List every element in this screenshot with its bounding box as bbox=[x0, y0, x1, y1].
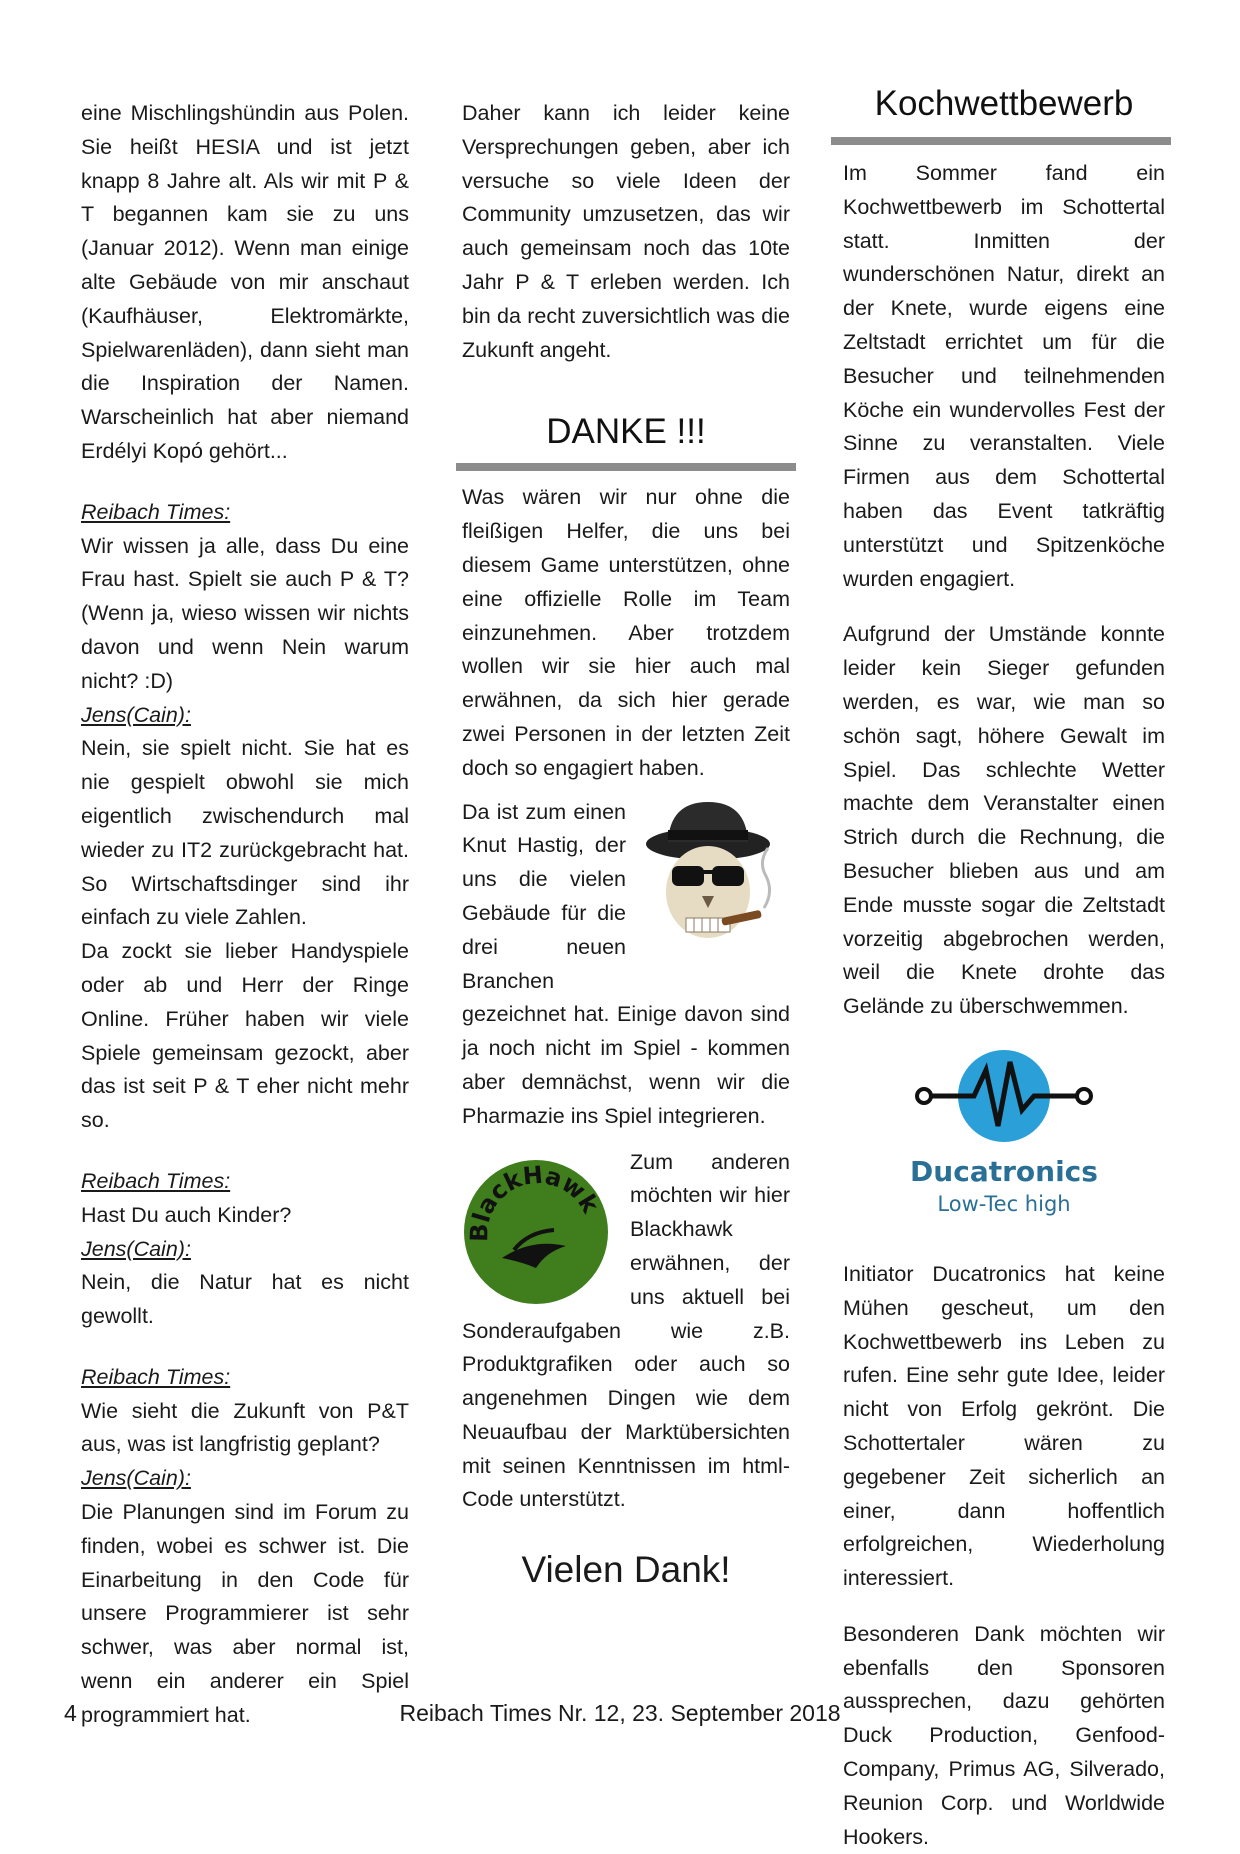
question: Wie sieht die Zukunft von P&T aus, was ist langfristig geplant? bbox=[81, 1398, 409, 1457]
paragraph: Im Sommer fand ein Kochwettbewerb im Schottertal statt. Inmitten der wunderschönen Natur, direkt an der Knete, wurde eigens eine Zeltstadt errichtet um für die Besucher und teilnehmenden Köche ein wundervolles Fest der Sinne zu veranstalten. Viele Firmen aus dem Schottertal haben das Event tatkräftig unterstützt und Spitzenköche wurden engagiert. bbox=[843, 161, 1165, 591]
column-left bbox=[81, 97, 409, 1733]
paragraph: Da ist zum einen Knut Hastig, der uns die vielen Gebäude für die drei neuen Branchen gezeichnet hat. Einige davon sind ja noch nicht im Spiel - kommen aber demnächst, wenn wir die Pharmazie ins Spiel integrieren. bbox=[462, 799, 790, 1128]
paragraph: Daher kann ich leider keine Versprechungen geben, aber ich versuche so viele Ideen der Community umzusetzen, das wir auch gemeinsam noch das 10te Jahr P & T erleben werden. Ich bin da recht zuversichtlich was die Zukunft angeht. bbox=[462, 101, 790, 362]
column-right bbox=[843, 84, 1165, 1854]
paragraph: Was wären wir nur ohne die fleißigen Helfer, die uns bei diesem Game unterstützen, ohne eine offizielle Rolle im Team einzunehmen. Aber trotzdem wollen wir sie hier auch mal erwähnen, da sich hier gerade zwei Personen in der letzten Zeit doch so engagiert haben. bbox=[462, 485, 790, 780]
paragraph: Zum anderen möchten wir hier Blackhawk erwähnen, der uns aktuell bei Sonderaufgaben wie z.B. Produktgrafiken oder auch so angenehmen Dingen wie dem Neuaufbau der Marktübersichten mit seinen Kenntnissen im html-Code unterstützt. bbox=[462, 1149, 790, 1512]
ducatronics-logo bbox=[843, 1048, 1165, 1248]
paragraph: Initiator Ducatronics hat keine Mühen gescheut, um den Kochwettbewerb ins Leben zu rufen. Eine sehr gute Idee, leider nicht von Erfolg gekrönt. Die Schottertaler wären zu gegebener Zeit sicherlich an einer, dann hoffentlich erfolgreichen, Wiederholung interessiert. bbox=[843, 1261, 1165, 1591]
paragraph: Besonderen Dank möchten wir ebenfalls den Sponsoren aussprechen, dazu gehörten Duck Production, Genfood-Company, Primus AG, Silverado, Reunion Corp. und Worldwide Hookers. bbox=[843, 1621, 1165, 1849]
blackhawk-logo bbox=[462, 1150, 612, 1310]
footer-issue: Reibach Times Nr. 12, 23. September 2018 bbox=[399, 1700, 841, 1726]
answer: Nein, sie spielt nicht. Sie hat es nie gespielt obwohl sie mich eigentlich zwischendurch mal wieder zu IT2 zurückgebracht hat. So Wirtschaftsdinger sind ihr einfach zu viele Zahlen. bbox=[81, 736, 409, 930]
heading-rule bbox=[831, 137, 1171, 145]
speaker-label: Jens(Cain): bbox=[81, 1466, 191, 1491]
paragraph: eine Mischlingshündin aus Polen. Sie heißt HESIA und ist jetzt knapp 8 Jahre alt. Als wir mit P & T begannen kam sie zu uns (Januar 2012). Wenn man einige alte Gebäude von mir anschaut (Kaufhäuser, Elektromärkte, Spielwarenläden), dann sieht man die Inspiration der Namen. Warscheinlich hat aber niemand Erdélyi Kopó gehört... bbox=[81, 101, 409, 463]
blackhawk-logo-text: BlackHawk bbox=[465, 1160, 605, 1242]
answer: Da zockt sie lieber Handyspiele oder ab und Herr der Ringe Online. Früher haben wir viele Spiele gemeinsam gezockt, aber das ist seit P & T eher nicht mehr so. bbox=[81, 939, 409, 1133]
section-heading: DANKE !!! bbox=[546, 412, 706, 452]
speaker-label: Jens(Cain): bbox=[81, 1236, 191, 1261]
page-number: 4 bbox=[64, 1700, 77, 1726]
ducatronics-name: Ducatronics bbox=[910, 1154, 1098, 1188]
speaker-label: Jens(Cain): bbox=[81, 702, 191, 727]
ducatronics-tagline: Low-Tec high bbox=[937, 1191, 1071, 1216]
speaker-label: Reibach Times: bbox=[81, 1364, 231, 1389]
question: Hast Du auch Kinder? bbox=[81, 1202, 292, 1227]
section-heading: Kochwettbewerb bbox=[874, 84, 1134, 123]
speaker-label: Reibach Times: bbox=[81, 1168, 231, 1193]
speaker-label: Reibach Times: bbox=[81, 499, 231, 524]
question: Wir wissen ja alle, dass Du eine Frau hast. Spielt sie auch P & T? (Wenn ja, wieso wissen wir nichts davon und wenn Nein warum nicht? :D) bbox=[81, 533, 409, 693]
column-middle bbox=[462, 97, 790, 1591]
heading-rule bbox=[456, 463, 796, 471]
skull-hat-image bbox=[640, 796, 790, 968]
answer: Die Planungen sind im Forum zu finden, wobei es schwer ist. Die Einarbeitung in den Code für unsere Programmierer ist sehr schwer, was aber normal ist, wenn ein anderer ein Spiel programmiert hat. bbox=[81, 1500, 409, 1727]
paragraph: Aufgrund der Umstände konnte leider kein Sieger gefunden werden, es war, wie man so schön sagt, höhere Gewalt im Spiel. Das schlechte Wetter machte dem Veranstalter einen Strich durch die Rechnung, die Besucher blieben aus und am Ende musste sogar die Zeltstadt vorzeitig abgebrochen werden, weil die Knete drohte das Gelände zu überschwemmen. bbox=[843, 622, 1165, 1019]
closing-title: Vielen Dank! bbox=[521, 1549, 731, 1591]
answer: Nein, die Natur hat es nicht gewollt. bbox=[81, 1270, 409, 1329]
